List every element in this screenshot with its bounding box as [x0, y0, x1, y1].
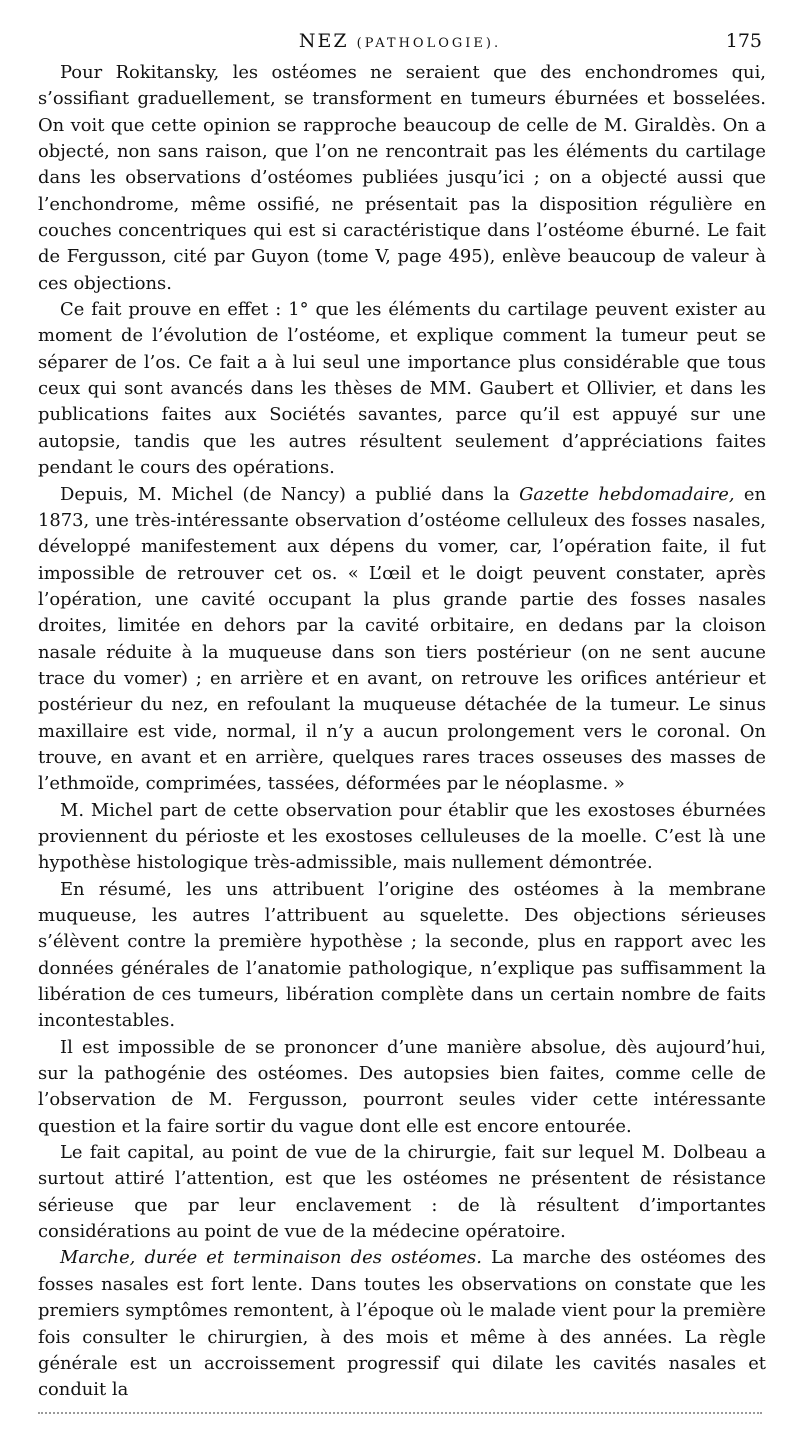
paragraph-8: [38, 1245, 766, 1403]
page-header: [38, 30, 762, 56]
paragraph-4: M. Michel part de cette observation pour établir que les exostoses éburnées proviennent du périoste et les exostoses celluleuses de la moelle. C’est là une hypothèse histologique très-admissible, mais nullement démontrée.: [38, 799, 766, 874]
paragraph-6: Il est impossible de se prononcer d’une manière absolue, dès aujourd’hui, sur la pathogénie des ostéomes. Des autopsies bien faites, comme celle de l’observation de M. Fergusson, pourront seules vider cette intéressante question et la faire sortir du vague dont elle est encore entourée.: [38, 1036, 766, 1137]
paragraph-1: Pour Rokitansky, les ostéomes ne seraient que des enchondromes qui, s’ossifiant graduellement, se transforment en tumeurs éburnées et bosselées. On voit que cette opinion se rapproche beaucoup de celle de M. Giraldès. On a objecté, non sans raison, que l’on ne rencontrait pas les éléments du cartilage dans les observations d’ostéomes publiées jusqu’ici ; on a objecté aussi que l’enchondrome, même ossifié, ne présentait pas la disposition régulière en couches concentriques qui est si caractéristique dans l’ostéome éburné. Le fait de Fergusson, cité par Guyon (tome V, page 495), enlève beaucoup de valeur à ces objections.: [38, 62, 766, 294]
paragraph-3: [38, 482, 766, 798]
running-title: [38, 30, 762, 52]
footer-rule: [38, 1412, 762, 1414]
running-title-sub: (PATHOLOGIE).: [356, 36, 502, 51]
paragraph-2: Ce fait prouve en effet : 1° que les éléments du cartilage peuvent exister au moment de l’évolution de l’ostéome, et explique comment la tumeur peut se séparer de l’os. Ce fait a à lui seul une importance plus considérable que tous ceux qui sont avancés dans les thèses de MM. Gaubert et Ollivier, et dans les publications faites aux Sociétés savantes, parce qu’il est appuyé sur une autopsie, tandis que les autres résultent seulement d’appréciations faites pendant le cours des opérations.: [38, 299, 766, 479]
journal-title: Gazette hebdomadaire,: [519, 483, 735, 505]
paragraph-8-rest: La marche des ostéomes des fosses nasales est fort lente. Dans toutes les observations on constate que les premiers symptômes remontent, à l’époque où le malade vient pour la première fois consulter le chirurgien, à des mois et même à des années. La règle générale est un accroissement progressif qui dilate les cavités nasales et conduit la: [38, 1247, 766, 1401]
page-number: 175: [725, 30, 762, 52]
section-heading: Marche, durée et terminaison des ostéomes.: [60, 1247, 482, 1269]
running-title-main: NEZ: [298, 30, 349, 52]
paragraph-5: En résumé, les uns attribuent l’origine des ostéomes à la membrane muqueuse, les autres l’attribuent au squelette. Des objections sérieuses s’élèvent contre la première hypothèse ; la seconde, plus en rapport avec les données générales de l’anatomie pathologique, n’explique pas suffisamment la libération de ces tumeurs, libération complète dans un certain nombre de faits incontestables.: [38, 878, 766, 1032]
body-text: [38, 60, 766, 1404]
paragraph-3-rest: en 1873, une très-intéressante observation d’ostéome celluleux des fosses nasales, développé manifestement aux dépens du vomer, car, l’opération faite, il fut impossible de retrouver cet os. « L’œil et le doigt peuvent constater, après l’opération, une cavité occupant la plus grande partie des fosses nasales droites, limitée en dehors par la cavité orbitaire, en dedans par la cloison nasale réduite à la muqueuse dans son tiers postérieur (on ne sent aucune trace du vomer) ; en arrière et en avant, on retrouve les orifices antérieur et postérieur du nez, en refoulant la muqueuse détachée de la tumeur. Le sinus maxillaire est vide, normal, il n’y a aucun prolongement vers le coronal. On trouve, en avant et en arrière, quelques rares traces osseuses des masses de l’ethmoïde, comprimées, tassées, déformées par le néoplasme. »: [38, 483, 767, 795]
paragraph-7: Le fait capital, au point de vue de la chirurgie, fait sur lequel M. Dolbeau a surtout attiré l’attention, est que les ostéomes ne présentent de résistance sérieuse que par leur enclavement : de là résultent d’importantes considérations au point de vue de la médecine opératoire.: [38, 1142, 766, 1243]
paragraph-3-lead: Depuis, M. Michel (de Nancy) a publié dans la: [60, 483, 520, 505]
